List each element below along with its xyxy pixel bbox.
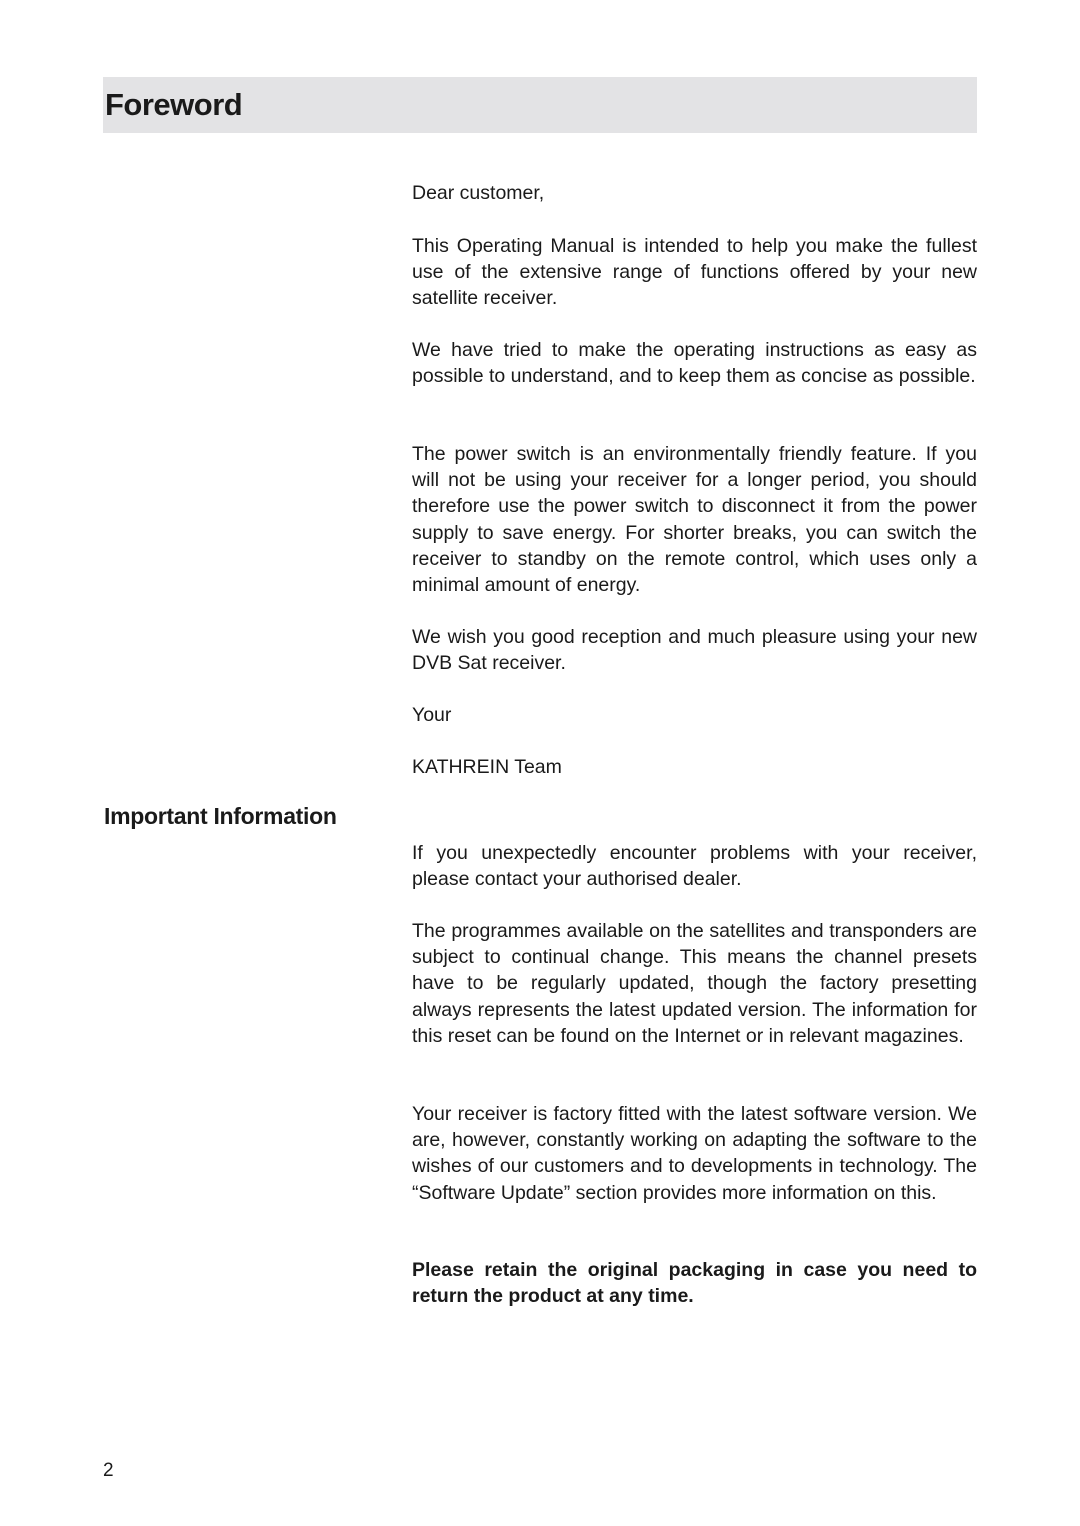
- paragraph-text: If you unexpectedly encounter problems with your receiver, please contact your authorised dealer.: [412, 842, 977, 891]
- important-information-heading: Important Information: [104, 803, 337, 829]
- foreword-paragraph: [412, 441, 977, 598]
- important-paragraph: [412, 840, 977, 892]
- paragraph-text: We wish you good reception and much pleasure using your new DVB Sat receiver.: [412, 626, 977, 675]
- signature: [412, 754, 977, 780]
- notice-text: Please retain the original packaging in case you need to return the product at any time.: [412, 1259, 977, 1308]
- foreword-section: [412, 180, 977, 206]
- signature-text: KATHREIN Team: [412, 756, 562, 778]
- page-number: 2: [103, 1460, 114, 1481]
- paragraph-text: This Operating Manual is intended to help you make the fullest use of the extensive range of functions offered by your new satellite receiver.: [412, 235, 977, 310]
- page-title: Foreword: [105, 87, 243, 122]
- paragraph-text: Your receiver is factory fitted with the latest software version. We are, however, constantly working on adapting the software to the wishes of our customers and to developments in technology. The “Software Update” section provides more information on this.: [412, 1103, 977, 1204]
- paragraph-text: The power switch is an environmentally friendly feature. If you will not be using your receiver for a longer period, you should therefore use the power switch to disconnect it from the power supply to save energy. For shorter breaks, you can switch the receiver to standby on the remote control, which uses only a minimal amount of energy.: [412, 443, 977, 597]
- foreword-paragraph: [412, 337, 977, 389]
- paragraph-text: We have tried to make the operating instructions as easy as possible to understand, and to keep them as concise as possible.: [412, 339, 977, 388]
- foreword-paragraph: [412, 233, 977, 312]
- packaging-notice: [412, 1257, 977, 1309]
- important-paragraph: [412, 918, 977, 1049]
- paragraph-text: The programmes available on the satellites and transponders are subject to continual change. This means the channel presets have to be regularly updated, though the factory presetting always represents the latest updated version. The information for this reset can be found on the Internet or in relevant magazines.: [412, 920, 977, 1047]
- closing: [412, 702, 977, 728]
- page-title-bar: [103, 77, 977, 133]
- closing-text: Your: [412, 704, 452, 726]
- foreword-paragraph: [412, 624, 977, 676]
- important-paragraph: [412, 1101, 977, 1206]
- greeting: Dear customer,: [412, 182, 545, 204]
